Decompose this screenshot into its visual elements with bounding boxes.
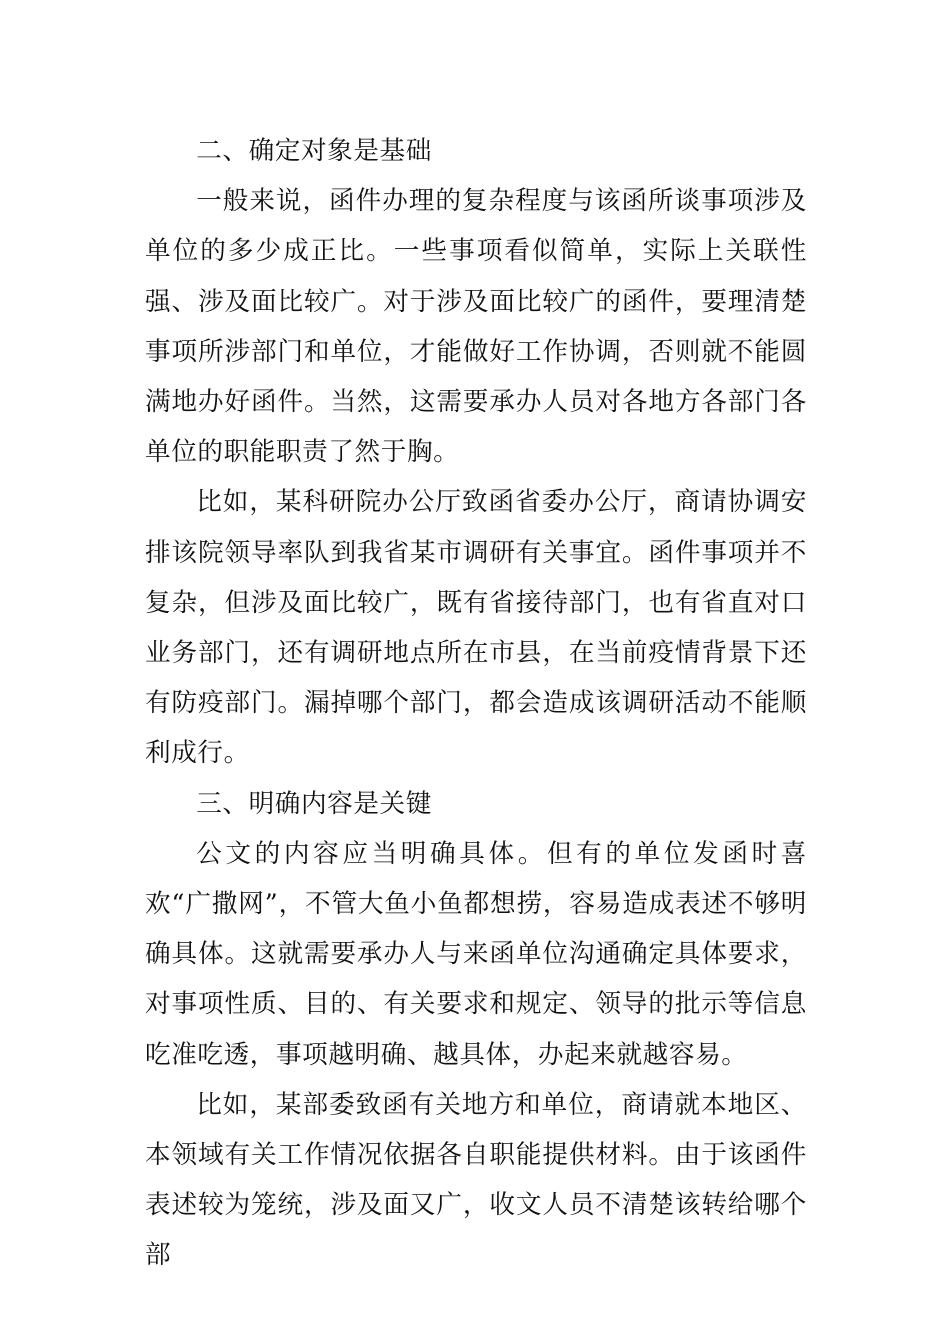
document-body	[145, 126, 807, 1281]
section-heading-3: 三、明确内容是关键	[196, 788, 432, 819]
paragraph-2: 比如，某科研院办公厅致函省委办公厅，商请协调安排该院领导率队到我省某市调研有关事宜。函件事项并不复杂，但涉及面比较广，既有省接待部门，也有省直对口业务部门，还有调研地点所在市县，在当前疫情背景下还有防疫部门。漏掉哪个部门，都会造成该调研活动不能顺利成行。	[145, 487, 807, 769]
paragraph-4: 比如，某部委致函有关地方和单位，商请就本地区、本领域有关工作情况依据各自职能提供材料。由于该函件表述较为笼统，涉及面又广，收文人员不清楚该转给哪个部	[145, 1089, 807, 1271]
paragraph-3: 公文的内容应当明确具体。但有的单位发函时喜欢“广撒网”，不管大鱼小鱼都想捞，容易造成表述不够明确具体。这就需要承办人与来函单位沟通确定具体要求，对事项性质、目的、有关要求和规定、领导的批示等信息吃准吃透，事项越明确、越具体，办起来就越容易。	[145, 838, 807, 1070]
section-heading-2: 二、确定对象是基础	[196, 136, 432, 166]
paragraph-1: 一般来说，函件办理的复杂程度与该函所谈事项涉及单位的多少成正比。一些事项看似简单，实际上关联性强、涉及面比较广。对于涉及面比较广的函件，要理清楚事项所涉部门和单位，才能做好工作协调，否则就不能圆满地办好函件。当然，这需要承办人员对各地方各部门各单位的职能职责了然于胸。	[145, 186, 807, 468]
